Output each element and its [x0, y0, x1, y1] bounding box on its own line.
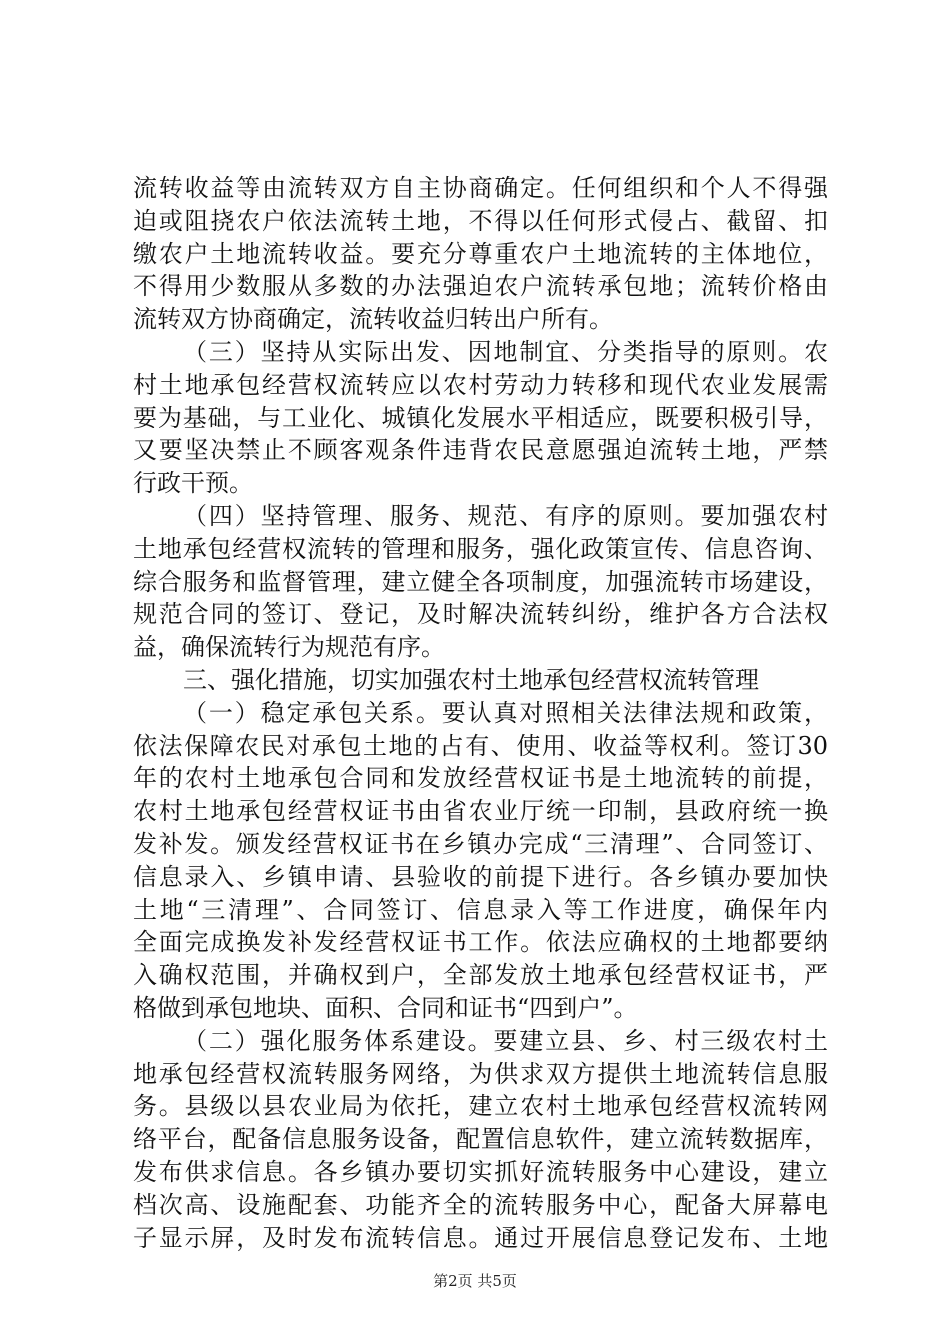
page-footer: 第2页 共5页: [433, 1272, 517, 1290]
paragraph-line: 入确权范围，并确权到户，全部发放土地承包经营权证书，严: [133, 961, 828, 990]
paragraph-line: 土地承包经营权流转的管理和服务，强化政策宣传、信息咨询、: [133, 534, 828, 563]
paragraph-line: （四）坚持管理、服务、规范、有序的原则。要加强农村: [183, 501, 828, 530]
paragraph-line: 缴农户土地流转收益。要充分尊重农户土地流转的主体地位，: [133, 239, 828, 268]
paragraph-line: 农村土地承包经营权证书由省农业厅统一印制，县政府统一换: [133, 797, 828, 826]
paragraph-line: 综合服务和监督管理，建立健全各项制度，加强流转市场建设，: [133, 567, 828, 596]
paragraph-line: 又要坚决禁止不顾客观条件违背农民意愿强迫流转土地，严禁: [133, 436, 828, 465]
paragraph-line: 全面完成换发补发经营权证书工作。依法应确权的土地都要纳: [133, 928, 828, 957]
paragraph-line: 发布供求信息。各乡镇办要切实抓好流转服务中心建设，建立: [133, 1157, 828, 1186]
paragraph-line: 迫或阻挠农户依法流转土地，不得以任何形式侵占、截留、扣: [133, 206, 828, 235]
paragraph-line: （二）强化服务体系建设。要建立县、乡、村三级农村土: [183, 1026, 828, 1055]
paragraph-line: 土地“三清理”、合同签订、信息录入等工作进度，确保年内: [133, 895, 828, 924]
paragraph-line: 子显示屏，及时发布流转信息。通过开展信息登记发布、土地: [133, 1223, 828, 1252]
paragraph-line: 依法保障农民对承包土地的占有、使用、收益等权利。签订30: [133, 731, 828, 760]
section-heading-line: 三、强化措施，切实加强农村土地承包经营权流转管理: [183, 665, 759, 694]
paragraph-line: 不得用少数服从多数的办法强迫农户流转承包地；流转价格由: [133, 272, 828, 301]
paragraph-line: 年的农村土地承包合同和发放经营权证书是土地流转的前提，: [133, 764, 828, 793]
document-body: [133, 172, 828, 1254]
paragraph-line: 发补发。颁发经营权证书在乡镇办完成“三清理”、合同签订、: [133, 829, 828, 858]
paragraph-line: 规范合同的签订、登记，及时解决流转纠纷，维护各方合法权: [133, 600, 828, 629]
paragraph-line: 村土地承包经营权流转应以农村劳动力转移和现代农业发展需: [133, 370, 828, 399]
paragraph-line: 务。县级以县农业局为依托，建立农村土地承包经营权流转网: [133, 1092, 828, 1121]
paragraph-line: 格做到承包地块、面积、合同和证书“四到户”。: [133, 993, 638, 1022]
paragraph-line: （三）坚持从实际出发、因地制宜、分类指导的原则。农: [183, 337, 828, 366]
paragraph-line: 信息录入、乡镇申请、县验收的前提下进行。各乡镇办要加快: [133, 862, 828, 891]
paragraph-line: 流转收益等由流转双方自主协商确定。任何组织和个人不得强: [133, 174, 828, 202]
paragraph-line: 档次高、设施配套、功能齐全的流转服务中心，配备大屏幕电: [133, 1190, 828, 1219]
paragraph-line: （一）稳定承包关系。要认真对照相关法律法规和政策，: [183, 698, 828, 727]
paragraph-line: 络平台，配备信息服务设备，配置信息软件，建立流转数据库，: [133, 1125, 828, 1154]
paragraph-line: 益，确保流转行为规范有序。: [133, 633, 445, 662]
paragraph-line: 行政干预。: [133, 469, 253, 498]
paragraph-line: 地承包经营权流转服务网络，为供求双方提供土地流转信息服: [133, 1059, 828, 1088]
paragraph-line: 要为基础，与工业化、城镇化发展水平相适应，既要积极引导，: [133, 403, 828, 432]
paragraph-line: 流转双方协商确定，流转收益归转出户所有。: [133, 305, 613, 334]
